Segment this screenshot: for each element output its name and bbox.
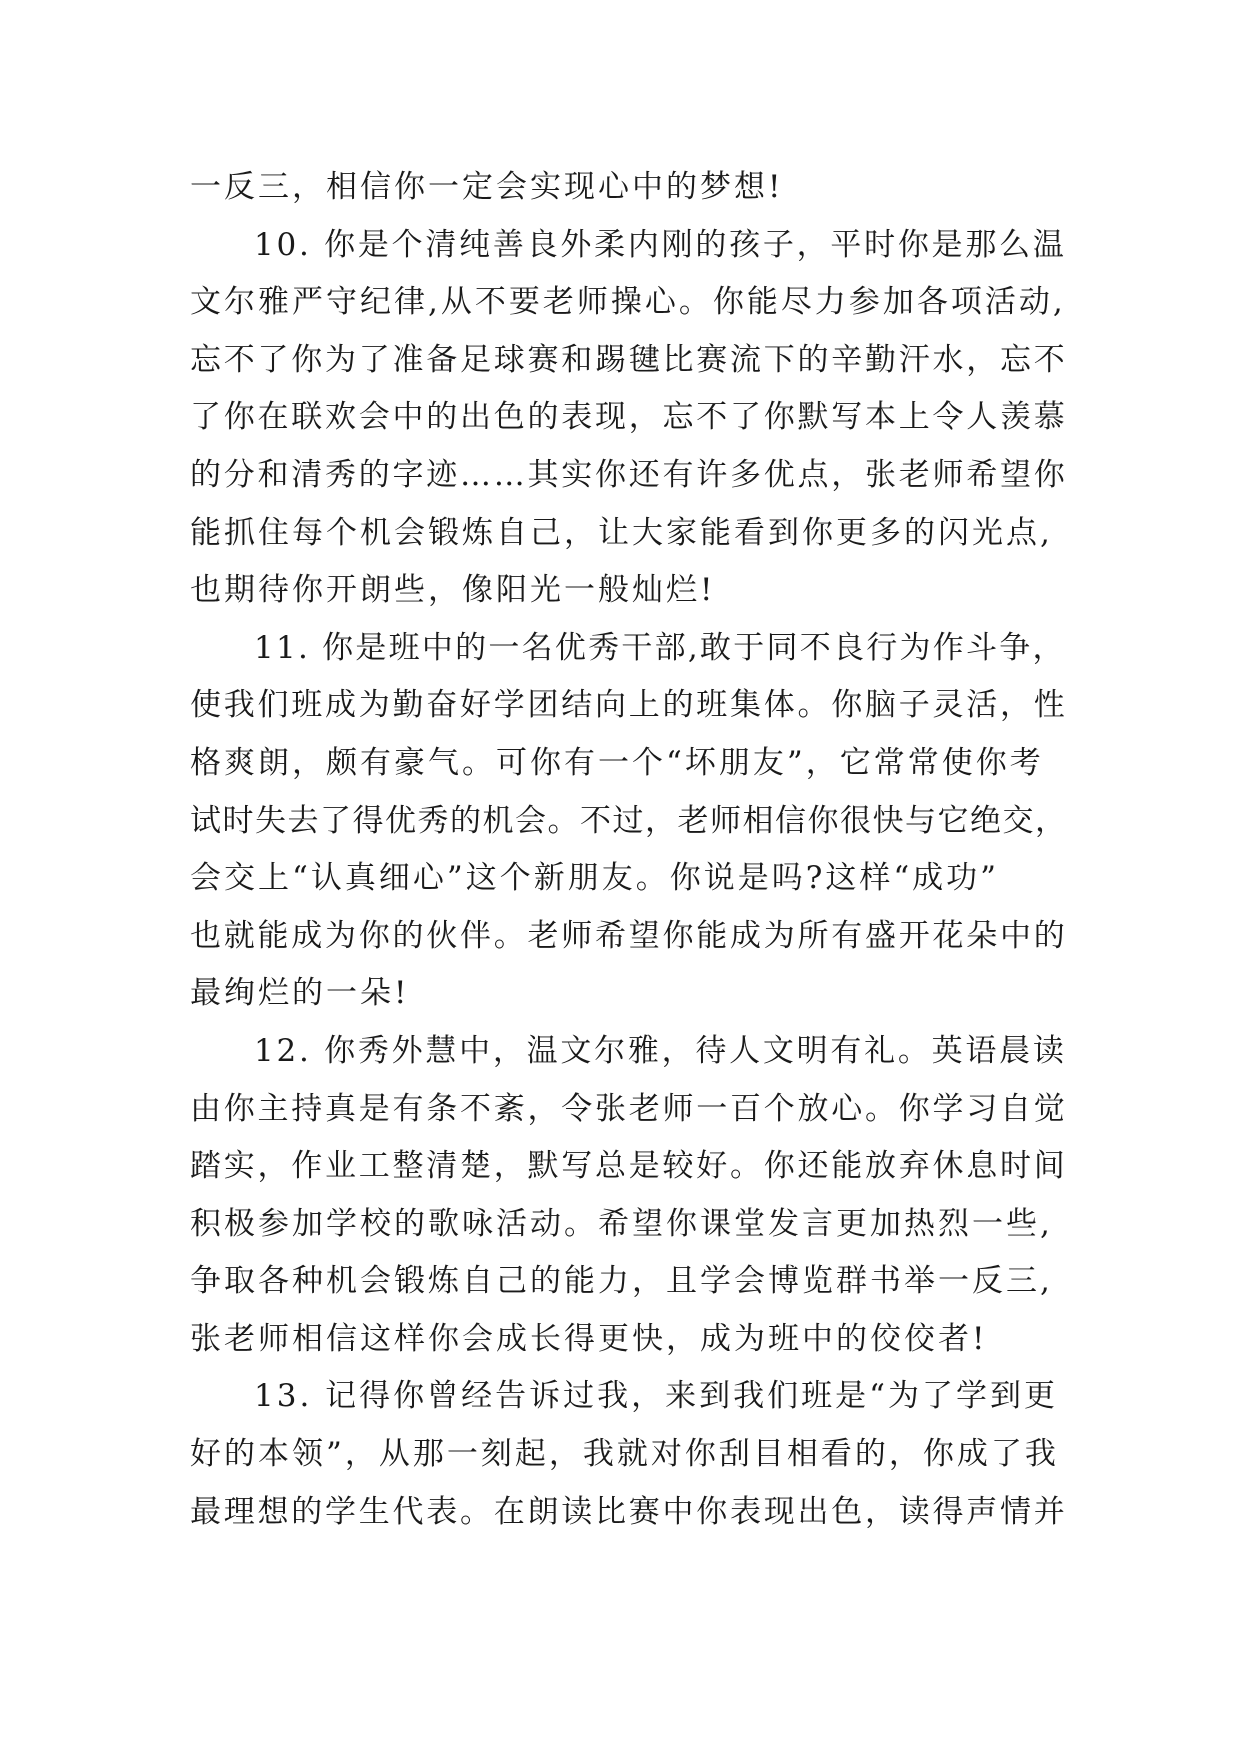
text-line: 使我们班成为勤奋好学团结向上的班集体。你脑子灵活，性 [190,687,1068,724]
text-line: 由你主持真是有条不紊，令张老师一百个放心。你学习自觉 [190,1090,1068,1127]
text-line: 10. 你是个清纯善良外柔内刚的孩子，平时你是那么温 [254,226,1067,263]
text-line: 的分和清秀的字迹……其实你还有许多优点，张老师希望你 [190,456,1068,493]
text-line: 争取各种机会锻炼自己的能力，且学会博览群书举一反三, [190,1263,1053,1300]
text-line: 张老师相信这样你会成长得更快，成为班中的佼佼者! [190,1320,988,1357]
text-line: 格爽朗，颇有豪气。可你有一个“坏朋友”，它常常使你考 [190,744,1044,781]
text-line: 最理想的学生代表。在朗读比赛中你表现出色，读得声情并 [190,1493,1068,1530]
text-line: 一反三，相信你一定会实现心中的梦想! [190,169,784,205]
text-line: 12. 你秀外慧中，温文尔雅，待人文明有礼。英语晨读 [254,1032,1067,1069]
text-line: 试时失去了得优秀的机会。不过，老师相信你很快与它绝交， [190,802,1068,839]
text-line: 也期待你开朗些，像阳光一般灿烂! [190,572,716,609]
text-line: 了你在联欢会中的出色的表现，忘不了你默写本上令人羡慕 [190,399,1068,436]
text-line: 文尔雅严守纪律,从不要老师操心。你能尽力参加各项活动, [190,284,1066,321]
text-line: 会交上“认真细心”这个新朋友。你说是吗?这样“成功” [190,860,1000,897]
text-line: 能抓住每个机会锻炼自己，让大家能看到你更多的闪光点, [190,514,1053,551]
text-line: 13. 记得你曾经告诉过我，来到我们班是“为了学到更 [254,1378,1059,1415]
text-line: 也就能成为你的伙伴。老师希望你能成为所有盛开花朵中的 [190,917,1068,954]
text-line: 最绚烂的一朵! [190,975,410,1012]
text-line: 11. 你是班中的一名优秀干部,敢于同不良行为作斗争， [254,629,1066,666]
text-line: 忘不了你为了准备足球赛和踢毽比赛流下的辛勤汗水，忘不 [190,341,1068,378]
text-line: 积极参加学校的歌咏活动。希望你课堂发言更加热烈一些, [190,1205,1053,1242]
body-text [190,159,1070,1541]
text-line: 踏实，作业工整清楚，默写总是较好。你还能放弃休息时间 [190,1148,1068,1185]
text-line: 好的本领”，从那一刻起，我就对你刮目相看的，你成了我 [190,1436,1059,1473]
